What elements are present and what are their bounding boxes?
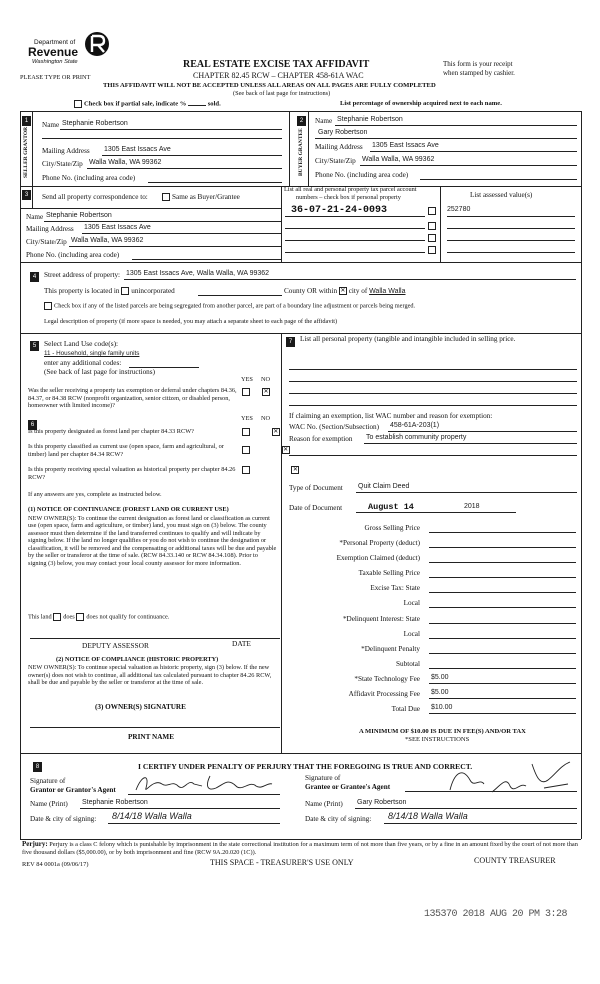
exemption-yes-checkbox[interactable] <box>242 388 250 396</box>
seller-mailing[interactable]: 1305 East Issacs Ave <box>104 146 171 153</box>
revenue-logo-icon <box>83 30 111 58</box>
wac-label: WAC No. (Section/Subsection) <box>289 423 380 431</box>
corr-city[interactable]: Walla Walla, WA 99362 <box>71 237 144 244</box>
document-year[interactable]: 2018 <box>464 503 480 510</box>
corr-name[interactable]: Stephanie Robertson <box>46 212 112 219</box>
parcel-1-personal-checkbox[interactable] <box>428 207 436 215</box>
tax-row-label: *Delinquent Penalty <box>361 645 420 653</box>
dept-line1: Department of <box>34 39 76 46</box>
tax-row-label: Exemption Claimed (deduct) <box>336 554 420 562</box>
parcel-number[interactable]: 36-07-21-24-0093 <box>291 205 388 216</box>
partial-sale-label: Check box if partial sale, indicate % <box>84 100 187 108</box>
land-use-see-back: (See back of last page for instructions) <box>44 368 155 376</box>
city-of-value[interactable]: Walla Walla <box>369 288 406 295</box>
dept-line3: Washington State <box>32 59 78 65</box>
seller-name[interactable]: Stephanie Robertson <box>62 120 128 127</box>
tax-row-label: *Delinquent Interest: State <box>342 615 420 623</box>
if-yes-note: If any answers are yes, complete as instructed below. <box>28 491 162 498</box>
partial-sale-checkbox[interactable] <box>74 100 82 108</box>
reason-value[interactable]: To establish community property <box>366 434 467 441</box>
personal-property-label: List all personal property (tangible and intangible included in selling price. <box>300 335 516 343</box>
street-address[interactable]: 1305 East Issacs Ave, Walla Walla, WA 99362 <box>126 270 270 277</box>
type-or-print: PLEASE TYPE OR PRINT <box>20 74 91 81</box>
seller-city[interactable]: Walla Walla, WA 99362 <box>89 159 162 166</box>
tax-row-label: Subtotal <box>396 660 420 668</box>
corr-mailing[interactable]: 1305 East Issacs Ave <box>84 224 151 231</box>
owner-signature-label: (3) OWNER(S) SIGNATURE <box>95 703 186 711</box>
receipt-note-1: This form is your receipt <box>443 60 513 68</box>
revenue-logo <box>28 30 118 70</box>
received-stamp: 135370 2018 AUG 20 PM 3:28 <box>424 909 568 920</box>
grantee-name[interactable]: Gary Robertson <box>357 799 407 806</box>
tax-row-label: Local <box>403 630 420 638</box>
city-of-label: city of <box>348 287 368 295</box>
same-as-buyer-label: Same as Buyer/Grantee <box>172 193 240 201</box>
corr-city-label: City/State/Zip <box>26 238 67 246</box>
grantee-date[interactable]: 8/14/18 Walla Walla <box>388 811 468 821</box>
partial-sale-row <box>74 100 221 108</box>
does-not-checkbox[interactable] <box>76 613 84 621</box>
grantee-sig-label-2: Grantee or Grantee's Agent <box>305 783 391 791</box>
section-8-number: 8 <box>33 762 42 772</box>
tax-row-label: Affidavit Processing Fee <box>348 690 420 698</box>
seller-phone-label: Phone No. (including area code) <box>42 174 136 182</box>
current-use-no-checkbox[interactable]: ✕ <box>283 447 289 454</box>
located-in-label: This property is located in <box>44 287 120 295</box>
corr-phone-label: Phone No. (including area code) <box>26 251 120 259</box>
parcel-header-2: numbers – check box if personal property <box>296 194 401 201</box>
document-date-label: Date of Document <box>289 504 343 512</box>
section-4-number: 4 <box>30 272 39 282</box>
land-use-code[interactable]: 11 - Household, single family units <box>44 350 140 357</box>
exemption-question: Was the seller receiving a property tax exemption or deferral under chapters 84.36, 84.37, or 84.38 RCW (nonprofit organization, senior citizen, or disabled person, homeowner with limited income)? <box>28 387 237 410</box>
buyer-mailing-label: Mailing Address <box>315 143 363 151</box>
buyer-name-2[interactable]: Gary Robertson <box>318 129 368 136</box>
form-title: REAL ESTATE EXCISE TAX AFFIDAVIT <box>183 59 370 70</box>
section-5-number: 5 <box>30 341 39 351</box>
reason-label: Reason for exemption <box>289 435 353 443</box>
form-number: REV 84 0001a (09/06/17) <box>22 861 89 868</box>
seller-mailing-label: Mailing Address <box>42 147 90 155</box>
grantor-date-label: Date & city of signing: <box>30 815 97 823</box>
historic-no-checkbox[interactable]: ✕ <box>292 467 298 474</box>
deputy-assessor-label: DEPUTY ASSESSOR <box>82 641 149 650</box>
does-label: does <box>63 613 75 621</box>
grantor-name[interactable]: Stephanie Robertson <box>82 799 148 806</box>
grantor-sig-label-2: Grantor or Grantor's Agent <box>30 786 116 794</box>
buyer-name-label: Name <box>315 117 333 125</box>
tax-row-label: Excise Tax: State <box>370 584 420 592</box>
seller-city-label: City/State/Zip <box>42 160 83 168</box>
certify-statement: I CERTIFY UNDER PENALTY OF PERJURY THAT THE FOREGOING IS TRUE AND CORRECT. <box>138 762 473 771</box>
buyer-city-label: City/State/Zip <box>315 157 356 165</box>
tax-row-label: *Personal Property (deduct) <box>339 539 420 547</box>
buyer-name-1[interactable]: Stephanie Robertson <box>337 116 403 123</box>
unincorporated-checkbox[interactable] <box>121 287 129 295</box>
notice-1-title: (1) NOTICE OF CONTINUANCE (FOREST LAND OR CURRENT USE) <box>28 506 229 513</box>
qualify-label: qualify for continuance. <box>109 613 170 621</box>
unincorporated-label: unincorporated <box>131 287 175 295</box>
grantor-date[interactable]: 8/14/18 Walla Walla <box>112 811 192 821</box>
parcel-2-personal-checkbox[interactable] <box>428 222 436 230</box>
see-back-header: (See back of last page for instructions) <box>233 90 331 97</box>
document-month-day[interactable]: August 14 <box>368 502 414 512</box>
perjury-statement <box>22 840 580 857</box>
historic-question: Is this property receiving special valuation as historical property per chapter 84.26 RCW? <box>28 466 236 481</box>
land-use-yes-header: YES <box>241 376 253 383</box>
perjury-label: Perjury: <box>22 840 48 848</box>
forest-question: Is this property designated as forest land per chapter 84.33 RCW? <box>28 428 194 435</box>
section-2-number: 2 <box>297 116 306 126</box>
located-in-row <box>44 287 175 296</box>
parcel-3-personal-checkbox[interactable] <box>428 234 436 242</box>
buyer-city[interactable]: Walla Walla, WA 99362 <box>362 156 435 163</box>
current-use-yes-checkbox[interactable] <box>242 446 250 454</box>
buyer-mailing[interactable]: 1305 East Issacs Ave <box>372 142 439 149</box>
segregated-row <box>44 302 415 310</box>
seller-name-label: Name <box>42 121 60 129</box>
continuance-row <box>28 613 169 621</box>
tax-row-label: Local <box>403 599 420 607</box>
additional-codes-label: enter any additional codes: <box>44 359 122 367</box>
grantor-name-label: Name (Print) <box>30 800 68 808</box>
grantor-sig-label-1: Signature of <box>30 777 66 785</box>
tax-row-label: Taxable Selling Price <box>358 569 420 577</box>
notice-2-title: (2) NOTICE OF COMPLIANCE (HISTORIC PROPERTY) <box>56 656 219 663</box>
exemption-no-checkbox[interactable]: ✕ <box>263 389 269 396</box>
dept-line2: Revenue <box>28 45 79 59</box>
tax-row-value[interactable]: $10.00 <box>431 704 453 711</box>
historic-yes-checkbox[interactable] <box>242 466 250 474</box>
segregated-label: Check box if any of the listed parcels are being segregated from another parcel, are part of a boundary line adjustment or parcels being merged. <box>54 302 416 310</box>
wac-number[interactable]: 458-61A-203(1) <box>390 422 440 429</box>
street-label: Street address of property: <box>44 271 121 279</box>
ownership-note: List percentage of ownership acquired next to each name. <box>340 100 502 107</box>
same-as-buyer-checkbox[interactable] <box>162 193 170 201</box>
grantee-signature-scribble[interactable] <box>440 756 575 796</box>
section-1-number: 1 <box>22 116 31 126</box>
exemption-label: If claiming an exemption, list WAC number and reason for exemption: <box>289 412 493 420</box>
section-7-number: 7 <box>286 337 295 347</box>
print-name-label: PRINT NAME <box>128 733 174 741</box>
minimum-fee-note: A MINIMUM OF $10.00 IS DUE IN FEE(S) AND/OR TAX <box>359 728 526 735</box>
legal-description-label: Legal description of property (if more space is needed, you may attach a separate sheet to each page of the affidavit) <box>44 318 338 325</box>
does-checkbox[interactable] <box>53 613 61 621</box>
assessed-header: List assessed value(s) <box>470 191 533 199</box>
tax-row-label: Gross Selling Price <box>364 524 420 532</box>
parcel-header-1: List all real and personal property tax parcel account <box>284 186 417 193</box>
notice-2-body: NEW OWNER(S): To continue special valuation as historic property, sign (3) below. If the new owner(s) does not wish to continue, all additional tax calculated pursuant to chapter 84.26 RCW, shall be due and payable by the seller or transferor at the time of sale. <box>28 664 272 687</box>
grantee-sig-label-1: Signature of <box>305 774 341 782</box>
buyer-side-label: BUYER GRANTEE <box>298 128 304 176</box>
tax-row-value[interactable]: $5.00 <box>431 689 449 696</box>
corr-mailing-label: Mailing Address <box>26 225 74 233</box>
notice-1-body: NEW OWNER(S): To continue the current designation as forest land or classification as current use (open space, farm and agriculture, or timber) land, you must sign on (3) below. The county assessor must then determine if the land transferred continues to qualify and will indicate by signing below. If the land no longer qualifies or you do not wish to continue the designation or classification, it will be removed and the compensating or additional taxes will be due and payable by the seller or transferor at the time of sale. (RCW 84.33.140 or RCW 84.34.108). Prior to signing (3) below, you may contact your local county assessor for more information. <box>28 515 277 567</box>
assessed-value[interactable]: 252780 <box>447 206 471 213</box>
deputy-date-label: DATE <box>232 639 251 648</box>
same-as-buyer-row <box>162 193 240 202</box>
city-of-row <box>284 287 406 296</box>
county-treasurer-label: COUNTY TREASURER <box>474 856 556 865</box>
receipt-note-2: when stamped by cashier. <box>443 69 515 77</box>
land-use-no-header: NO <box>261 376 271 383</box>
county-or-within-label: County OR within <box>284 287 338 295</box>
current-use-yes-header: YES <box>241 415 253 422</box>
sold-label: sold. <box>207 100 221 108</box>
tax-row-label: *State Technology Fee <box>354 675 420 683</box>
parcel-4-personal-checkbox[interactable] <box>428 246 436 254</box>
section-3-number: 3 <box>22 190 31 200</box>
forest-yes-checkbox[interactable] <box>242 428 250 436</box>
tax-row-value[interactable]: $5.00 <box>431 674 449 681</box>
form-chapter: CHAPTER 82.45 RCW – CHAPTER 458-61A WAC <box>193 71 364 80</box>
partial-sale-percent-field[interactable] <box>188 105 206 106</box>
current-use-no-header: NO <box>261 415 271 422</box>
city-of-checkbox[interactable]: ✕ <box>340 288 346 295</box>
correspondence-label: Send all property correspondence to: <box>42 193 148 201</box>
buyer-phone-label: Phone No. (including area code) <box>315 171 409 179</box>
see-instructions-note: *SEE INSTRUCTIONS <box>405 736 470 743</box>
segregated-checkbox[interactable] <box>44 302 52 310</box>
document-type[interactable]: Quit Claim Deed <box>358 483 410 490</box>
treasurer-space-label: THIS SPACE - TREASURER'S USE ONLY <box>210 858 354 867</box>
land-use-label: Select Land Use code(s): <box>44 339 119 348</box>
forest-no-checkbox[interactable]: ✕ <box>273 429 279 436</box>
grantor-signature-scribble[interactable] <box>132 770 277 798</box>
document-type-label: Type of Document <box>289 484 343 492</box>
this-land-label: This land <box>28 613 52 621</box>
tax-row-label: Total Due <box>391 705 420 713</box>
grantee-date-label: Date & city of signing: <box>305 815 372 823</box>
perjury-text: Perjury is a class C felony which is punishable by imprisonment in the state correctional institution for a maximum term of not more than five years, or by a fine in an amount fixed by the court of not more than five thousand dollars ($5,000.00), or by both imprisonment and fine (RCW 9A.20.020 (1C)). <box>22 841 578 856</box>
corr-name-label: Name <box>26 213 44 221</box>
does-not-label: does not <box>86 613 108 621</box>
grantee-name-label: Name (Print) <box>305 800 343 808</box>
form-warning: THIS AFFIDAVIT WILL NOT BE ACCEPTED UNLESS ALL AREAS ON ALL PAGES ARE FULLY COMPLETED <box>103 82 436 89</box>
section-6-number: 6 <box>28 420 37 430</box>
seller-side-label: SELLER GRANTOR <box>23 126 29 178</box>
current-use-question: Is this property classified as current use (open space, farm and agricultural, or timber) land per chapter 84.34 RCW? <box>28 443 224 458</box>
